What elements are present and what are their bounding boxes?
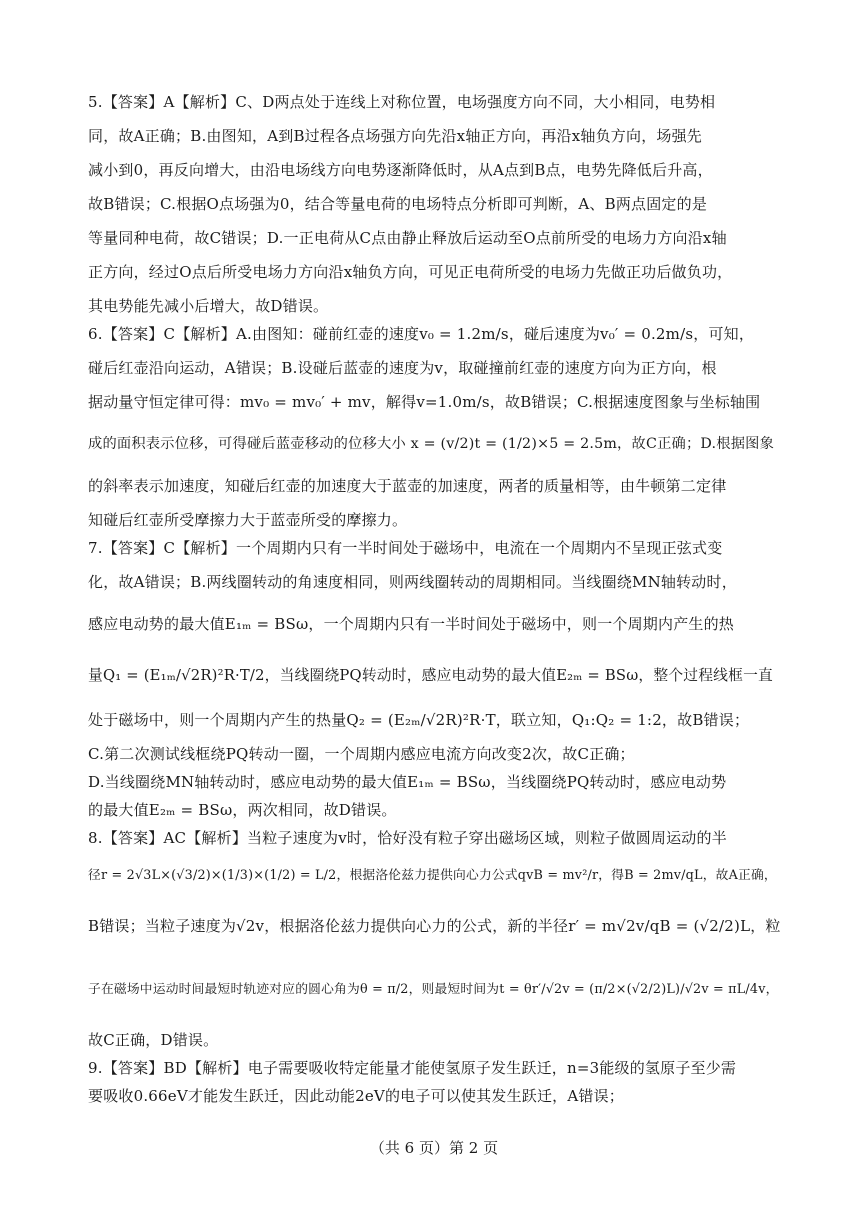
text-line: 子在磁场中运动时间最短时轨迹对应的圆心角为θ = π/2，则最短时间为t = θr′/√2v = (π/2×(√2/2)L)/√2v = πL/4v， [88,982,779,997]
text-line: 据动量守恒定律可得：mv₀ = mv₀′ + mv，解得v=1.0m/s，故B错误；C.根据速度图象与坐标轴围 [88,393,761,411]
text-line: 知碰后红壶所受摩擦力大于蓝壶所受的摩擦力。 [88,511,408,529]
text-line: 成的面积表示位移，可得碰后蓝壶移动的位移大小 x = (v/2)t = (1/2)×5 = 2.5m，故C正确；D.根据图象 [88,436,775,452]
text-line: 故C正确，D错误。 [88,1031,219,1049]
text-line: 感应电动势的最大值E₁ₘ = BSω，一个周期内只有一半时间处于磁场中，则一个周期内产生的热 [88,615,735,633]
text-line: 正方向，经过O点后所受电场力方向沿x轴负方向，可见正电荷所受的电场力先做正功后做负功， [88,263,733,281]
text-line: 减小到0，再反向增大，由沿电场线方向电势逐渐降低时，从A点到B点，电势先降低后升高， [88,161,713,179]
text-line: 碰后红壶沿向运动，A错误；B.设碰后蓝壶的速度为v，取碰撞前红壶的速度方向为正方向，根 [88,359,717,377]
text-line: 8.【答案】AC【解析】当粒子速度为v时，恰好没有粒子穿出磁场区域，则粒子做圆周运动的半 [88,829,727,847]
page-footer: （共 6 页）第 2 页 [369,1139,499,1157]
text-line: 的斜率表示加速度，知碰后红壶的加速度大于蓝壶的加速度，两者的质量相等，由牛顿第二定律 [88,477,727,495]
text-line: 9.【答案】BD【解析】电子需要吸收特定能量才能使氢原子发生跃迁，n=3能级的氢原子至少需 [88,1059,737,1077]
text-line: 5.【答案】A【解析】C、D两点处于连线上对称位置，电场强度方向不同，大小相同，电势相 [88,93,716,111]
text-line: 量Q₁ = (E₁ₘ/√2R)²R·T/2，当线圈绕PQ转动时，感应电动势的最大值E₂ₘ = BSω，整个过程线框一直 [88,667,773,684]
text-line: 7.【答案】C【解析】一个周期内只有一半时间处于磁场中，电流在一个周期内不呈现正弦式变 [88,539,723,557]
text-line: 径r = 2√3L×(√3/2)×(1/3)×(1/2) = L/2，根据洛伦兹力提供向心力公式qvB = mv²/r，得B = 2mv/qL，故A正确， [88,868,777,883]
text-line: 化，故A错误；B.两线圈转动的角速度相同，则两线圈转动的周期相同。当线圈绕MN轴转动时， [88,573,737,591]
text-line: 的最大值E₂ₘ = BSω，两次相同，故D错误。 [88,801,397,819]
text-line: 同，故A正确；B.由图知，A到B过程各点场强方向先沿x轴正方向，再沿x轴负方向，场强先 [88,127,703,145]
text-line: 故B错误；C.根据O点场强为0，结合等量电荷的电场特点分析即可判断，A、B两点固定的是 [88,195,708,213]
text-line: D.当线圈绕MN轴转动时，感应电动势的最大值E₁ₘ = BSω，当线圈绕PQ转动时，感应电动势 [88,773,727,791]
text-line: 要吸收0.66eV才能发生跃迁，因此动能2eV的电子可以使其发生跃迁，A错误； [88,1087,624,1105]
text-line: 其电势能先减小后增大，故D错误。 [88,297,329,315]
text-line: 6.【答案】C【解析】A.由图知：碰前红壶的速度v₀ = 1.2m/s，碰后速度为v₀′ = 0.2m/s，可知， [88,325,755,343]
text-line: C.第二次测试线框绕PQ转动一圈，一个周期内感应电流方向改变2次，故C正确； [88,745,635,763]
text-line: 处于磁场中，则一个周期内产生的热量Q₂ = (E₂ₘ/√2R)²R·T，联立知，Q₁:Q₂ = 1:2，故B错误； [88,711,750,729]
text-line: B错误；当粒子速度为√2v，根据洛伦兹力提供向心力的公式，新的半径r′ = m√2v/qB = (√2/2)L，粒 [88,917,781,935]
text-line: 等量同种电荷，故C错误；D.一正电荷从C点由静止释放后运动至O点前所受的电场力方向沿x轴 [88,229,727,247]
